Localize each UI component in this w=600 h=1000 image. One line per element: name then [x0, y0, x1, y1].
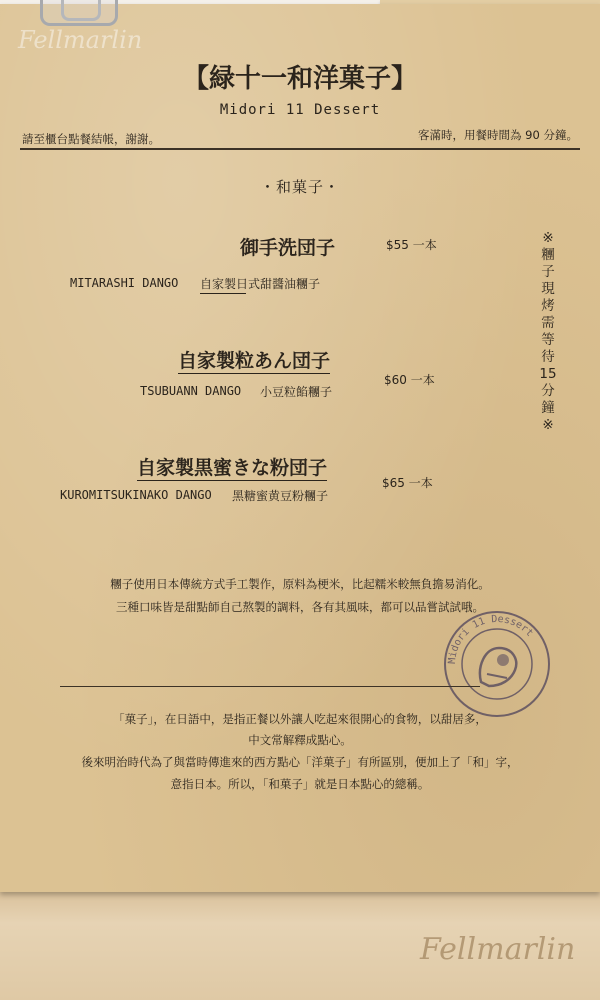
- menu-subtitle: Midori 11 Dessert: [219, 102, 381, 118]
- stamp-text: Midori 11 Dessert: [446, 613, 536, 665]
- wagashi-explanation-line-2: 中文常解釋成點心。: [248, 733, 352, 747]
- divider-middle: [60, 686, 480, 687]
- watermark-top: Fellmarlin: [18, 26, 143, 54]
- wagashi-explanation-line-3: 後來明治時代為了與當時傳進來的西方點心「洋菓子」有所區別，便加上了「和」字，: [81, 755, 519, 769]
- dango-description-line-1: 糰子使用日本傳統方式手工製作，原料為梗米，比起糯米較無負擔易消化。: [110, 577, 490, 591]
- item-name-tsubuan: 自家製粒あん団子: [178, 346, 330, 374]
- item-name-mitarashi: 御手洗団子: [240, 237, 336, 259]
- underline-mitarashi: [200, 293, 246, 294]
- menu-title: 【緑十一和洋菓子】: [182, 64, 417, 94]
- item-romaji-kuromitsu: KUROMITSUKINAKO DANGO: [60, 488, 212, 502]
- section-title: ・和菓子・: [259, 178, 340, 196]
- item-desc-tsubuan: 小豆粒餡糰子: [260, 385, 333, 399]
- time-limit-note: 客滿時，用餐時間為 90 分鐘。: [418, 128, 578, 142]
- dango-description-line-2: 三種口味皆是甜點師自己熬製的調料，各有其風味，都可以品嘗試試哦。: [116, 600, 484, 614]
- item-romaji-mitarashi: MITARASHI DANGO: [70, 276, 179, 290]
- binder-clip-icon: [40, 0, 118, 26]
- item-name-kuromitsu: 自家製黒蜜きな粉団子: [137, 453, 327, 481]
- wagashi-explanation-line-1: 「菓子」，在日語中，是指正餐以外讓人吃起來很開心的食物，以甜居多，: [113, 712, 487, 726]
- item-price-kuromitsu: $65 一本: [382, 476, 433, 490]
- divider-top: [20, 148, 580, 150]
- item-price-tsubuan: $60 一本: [384, 373, 435, 387]
- wagashi-explanation-line-4: 意指日本。所以，「和菓子」就是日本點心的總稱。: [170, 777, 430, 791]
- watermark-bottom: Fellmarlin: [420, 932, 576, 967]
- stamp-logo-icon: [441, 608, 553, 720]
- item-price-mitarashi: $55 一本: [386, 238, 437, 252]
- item-romaji-tsubuan: TSUBUANN DANGO: [140, 384, 242, 398]
- item-desc-kuromitsu: 黑糖蜜黄豆粉糰子: [232, 489, 329, 503]
- item-desc-mitarashi: 自家製日式甜醬油糰子: [200, 277, 321, 291]
- order-note: 請至櫃台點餐結帳，謝謝。: [22, 132, 160, 146]
- grill-wait-note: ※ 糰 子 現 烤 需 等 待 15 分 鐘 ※: [539, 230, 557, 433]
